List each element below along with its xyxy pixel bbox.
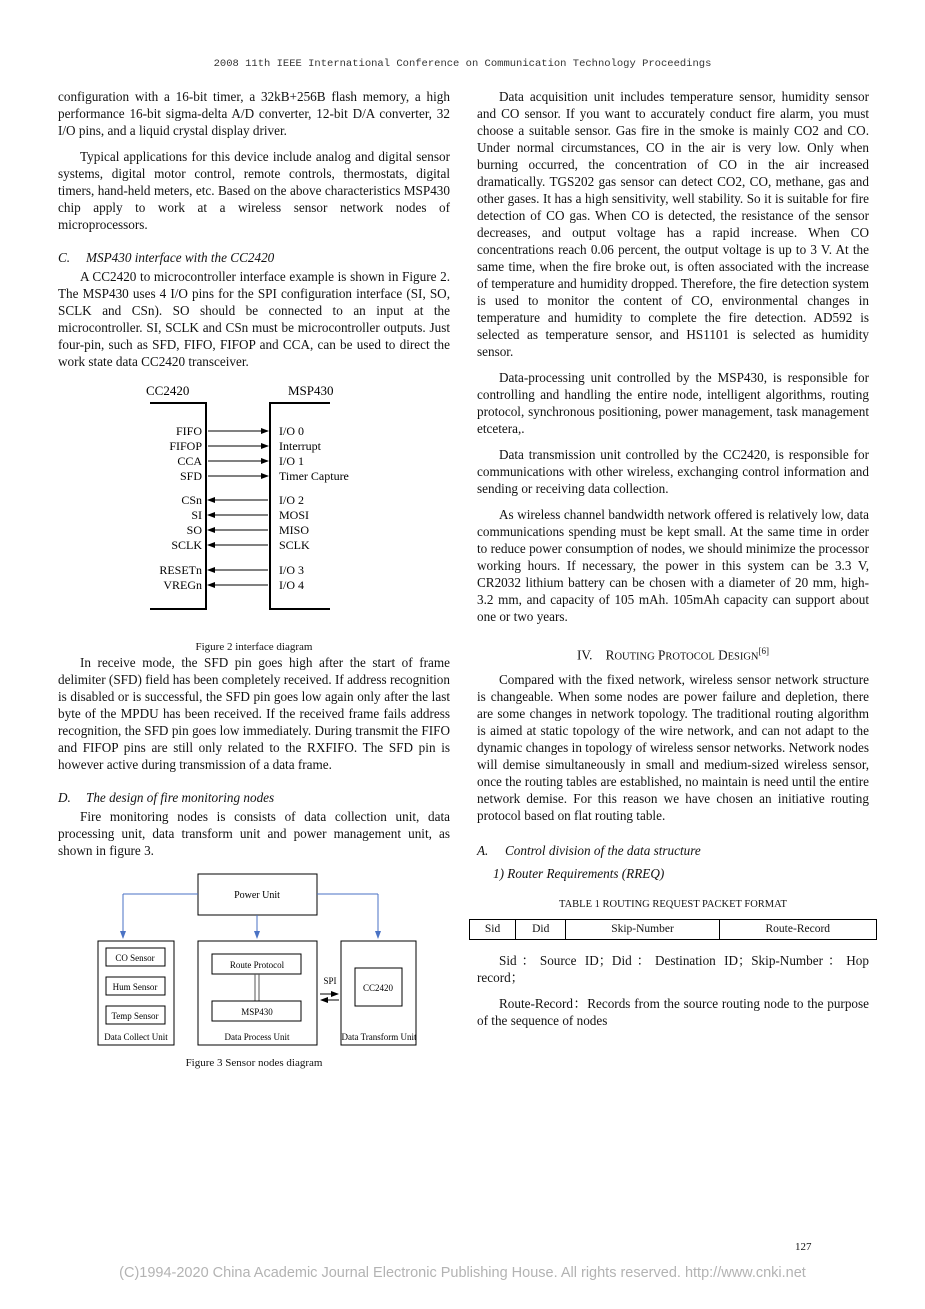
section-heading-d [58,789,450,806]
page-number: 127 [795,1241,812,1253]
section-heading-a [477,842,869,859]
right-column [477,88,869,1038]
paragraph: As wireless channel bandwidth network offered is relatively low, data communications spending must be kept small. At the same time in order to reduce power consumption of nodes, we should minimize the processor working hours. If necessary, the power in this system can be 3.3 V, CR2032 lithium battery can be chosen with a diameter of 20 mm, high-3.2 mm, and capacity of 105 mAh. 105mAh capacity can support about one or two years. [477,507,869,624]
section-heading-iv [477,643,869,665]
sensor-nodes-diagram [58,868,450,1054]
section-title: The design of fire monitoring nodes [86,790,275,805]
msp430-pin-label: I/O 3 [279,563,304,577]
cc2420-pin-label: SO [186,523,202,537]
msp430-pin-label: MISO [279,523,310,537]
figure-2-caption: Figure 2 interface diagram [195,641,313,653]
figure-3 [58,868,450,1072]
cc2420-pin-label: CSn [181,493,202,507]
cc2420-label: CC2420 [362,983,394,993]
temp-sensor-label: Temp Sensor [111,1011,159,1021]
spi-label: SPI [323,976,337,986]
paragraph: Data-processing unit controlled by the MSP430, is responsible for controlling and handling the entire node, intelligent algorithms, routing protocol, synchronous positioning, power management, task management etcetera,. [477,370,869,436]
paragraph: Route-Record：Records from the source routing node to the purpose of the sequence of nodes [477,996,869,1029]
msp430-pin-label: I/O 1 [279,454,304,468]
heading-smallcaps: ROTOCOL [665,651,715,663]
power-unit-label: Power Unit [234,890,280,901]
section-title: Control division of the data structure [505,843,701,859]
cc2420-pin-label: FIFO [175,424,202,438]
msp430-pin-label: I/O 4 [279,578,304,592]
cc2420-pin-label: SI [191,508,202,522]
data-process-unit-label: Data Process Unit [224,1032,290,1042]
copyright-footer: (C)1994-2020 China Academic Journal Electronic Publishing House. All rights reserved. http://www.cnki.net [119,1265,806,1281]
cc2420-pin-label: SCLK [171,538,202,552]
co-sensor-label: CO Sensor [115,953,155,963]
hum-sensor-label: Hum Sensor [112,982,158,992]
msp430-pin-label: SCLK [279,538,310,552]
msp430-label: MSP430 [241,1007,273,1017]
pin-rows [159,424,349,592]
paragraph: Data acquisition unit includes temperature sensor, humidity sensor and CO sensor. If you want to accurately conduct fire alarm, you must choose a suitable sensor. Gas fire in the smoke is mainly CO2 and CO. Under normal circumstances, CO in the air is very low. Only when burning occurred, the concentration of CO in the air increased dramatically. TGS202 gas sensor can detect CO2, CO, methane, gas and other gases. It has a high sensitivity, well stability. So it is suitable for fire detection of CO gas. When CO is detected, the resistance of the sensor decreases, and output voltage has a rapid increase. When CO concentrations reach 0.06 percent, the output voltage is up to 3 V. At the same time, when the fire broke out, is often associated with the increase of temperature and humidity dropped. Therefore, the fire detection system is used to monitor the content of CO, environmental changes in temperature and humidity to complete the fire detection. AD592 is selected as temperature sensor, and HS1101 is selected as humidity sensor. [477,89,869,359]
data-transform-unit-box [341,941,416,1045]
paragraph: configuration with a 16-bit timer, a 32kB+256B flash memory, a high performance 16-bit sigma-delta A/D converter, 12-bit D/A converter, 32 I/O pins, and a liquid crystal display driver. [58,89,450,138]
paragraph: Fire monitoring nodes is consists of data collection unit, data processing unit, data transform unit and power management unit, as shown in figure 3. [58,809,450,858]
subsection-heading: 1) Router Requirements (RREQ) [493,866,665,882]
figure-3-caption: Figure 3 Sensor nodes diagram [185,1057,323,1069]
data-transform-unit-label: Data Transform Unit [341,1032,417,1042]
table-cell: Did [516,920,566,940]
cc2420-pin-label: CCA [177,454,202,468]
paragraph: Compared with the fixed network, wireless sensor network structure is changeable. When some nodes are power failure and depletion, there are some changes in network topology. The traditional routing algorithm is aimed at static topology of the wire network, and can not adapt to the dynamic changes in topology of wireless sensor networks. Network nodes will demise simultaneously in small and medium-sized wireless sensor, once the routing tables are established, no maintain is need until the entire network demise. For this reason we have chosen an initiative routing protocol based on flat routing table. [477,672,869,824]
heading-smallcaps: ESIGN [727,651,759,663]
cc2420-pin-label: FIFOP [169,439,202,453]
table-caption: TABLE 1 ROUTING REQUEST PACKET FORMAT [559,899,787,911]
interface-diagram [58,379,450,635]
paragraph: Typical applications for this device include analog and digital sensor systems, digital motor control, remote controls, thermostats, digital timers, hand-held meters, etc. Based on the above characteristics MSP430 chip apply to work at a wireless sensor network nodes of microprocessors. [58,149,450,232]
msp430-title: MSP430 [288,383,334,398]
section-heading-c [58,249,450,266]
citation: [6] [758,646,770,656]
cc2420-pin-label: VREGn [163,578,202,592]
msp430-pin-label: I/O 0 [279,424,304,438]
heading-letter: P [658,647,666,663]
heading-letter: D [718,647,728,663]
paragraph: A CC2420 to microcontroller interface example is shown in Figure 2. The MSP430 uses 4 I/O pins for the SPI configuration interface (SI, SO, SCLK and CSn). SO should be connected to an input at the microcontroller. SI, SCLK and CSn must be microcontroller outputs. Just four-pin, such as SFD, FIFO, FIFOP and CCA, can be used to direct the work state data CC2420 transceiver. [58,269,450,369]
table-cell: Sid [470,920,516,940]
heading-letter: R [605,647,615,663]
heading-smallcaps: OUTING [614,651,655,663]
msp430-pin-label: Timer Capture [279,469,349,483]
route-protocol-label: Route Protocol [229,960,285,970]
table-row [470,920,877,940]
section-number: D. [58,790,71,805]
cc2420-title: CC2420 [146,383,190,398]
data-process-unit-box [198,941,317,1045]
paragraph: Sid：Source ID；Did：Destination ID；Skip-Number：Hop record； [477,953,869,986]
paragraph: Data transmission unit controlled by the CC2420, is responsible for communications with other wireless, exchanging control information and sending or receiving data collection. [477,447,869,496]
table-cell: Skip-Number [566,920,719,940]
msp430-pin-label: I/O 2 [279,493,304,507]
data-collect-unit-label: Data Collect Unit [104,1032,168,1042]
paragraph: In receive mode, the SFD pin goes high after the start of frame delimiter (SFD) field has been completely received. If address recognition is disabled or is successful, the SFD pin goes low again only after the last byte of the MPDU has been received. If the received frame fails address recognition, the SFD pin goes low immediately. During transmit the FIFO and FIFOP pins are still only related to the RXFIFO. The SFD pin is however active during transmission of a data frame. [58,655,450,772]
cc2420-pin-label: RESETn [159,563,202,577]
figure-2 [58,379,450,654]
msp430-pin-label: MOSI [279,508,310,522]
section-number: C. [58,250,71,265]
cc2420-pin-label: SFD [179,469,202,483]
section-number: IV. [576,647,593,663]
left-column [58,88,450,1072]
section-title: MSP430 interface with the CC2420 [86,250,275,265]
routing-request-table [469,919,877,940]
table-cell: Route-Record [719,920,876,940]
section-number: A. [477,843,489,859]
running-header: 2008 11th IEEE International Conference on Communication Technology Proceedings [213,58,712,70]
msp430-pin-label: Interrupt [279,439,321,453]
